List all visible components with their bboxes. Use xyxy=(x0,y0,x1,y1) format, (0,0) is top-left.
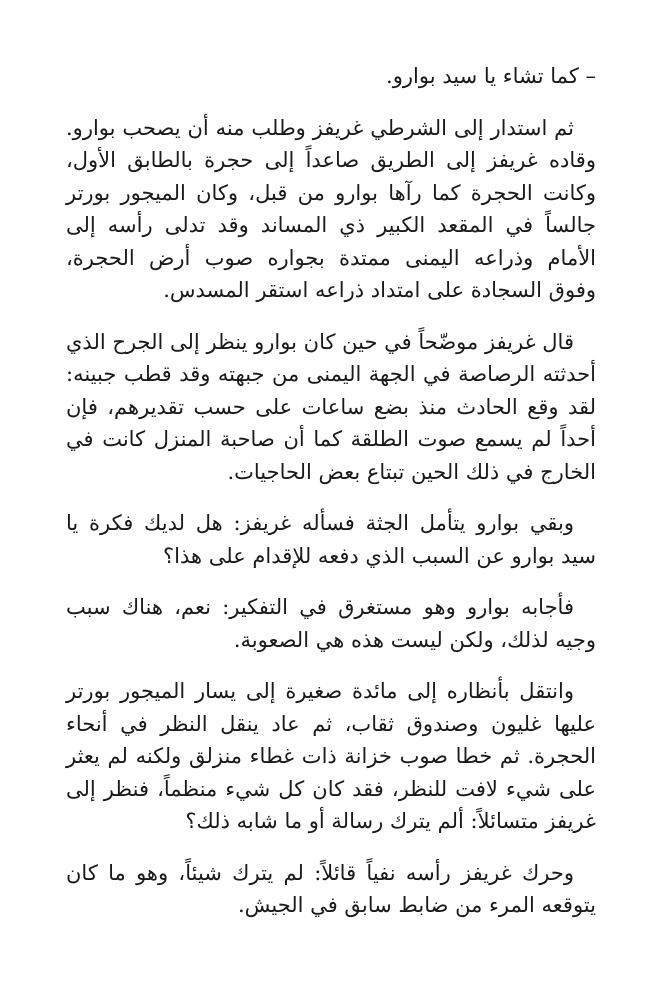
paragraph-6: وانتقل بأنظاره إلى مائدة صغيرة إلى يسار الميجور بورتر عليها غليون وصندوق ثقاب، ثم عاد ينقل النظر في أنحاء الحجرة. ثم خطا صوب خزانة ذات غطاء منزلق ولكنه لم يعثر على شيء لافت للنظر، فقد كان كل شيء منظماً، فنظر إلى غريفز متسائلاً: ألم يترك رسالة أو ما شابه ذلك؟ xyxy=(66,679,596,833)
paragraph-1: – كما تشاء يا سيد بوارو. xyxy=(386,64,596,88)
paragraph-3: قال غريفز موضّحاً في حين كان بوارو ينظر إلى الجرح الذي أحدثته الرصاصة في الجهة اليمنى من جبهته وقد قطب جبينه: لقد وقع الحادث منذ بضع ساعات على حسب تقديرهم، فإن أحداً لم يسمع صوت الطلقة كما أن صاحبة المنزل كانت في الخارج في ذلك الحين تبتاع بعض الحاجيات. xyxy=(66,329,596,484)
paragraph-7: وحرك غريفز رأسه نفياً قائلاً: لم يترك شيئاً، وهو ما كان يتوقعه المرء من ضابط سابق في الجيش. xyxy=(66,860,596,917)
paragraph-2: ثم استدار إلى الشرطي غريفز وطلب منه أن يصحب بوارو. وقاده غريفز إلى الطريق صاعداً إلى حجرة بالطابق الأول، وكانت الحجرة كما رآها بوارو من قبل، وكان الميجور بورتر جالساً في المقعد الكبير ذي المساند وقد تدلى رأسه إلى الأمام وذراعه اليمنى ممتدة بجواره صوب أرض الحجرة، وفوق السجادة على امتداد ذراعه استقر المسدس. xyxy=(66,115,596,302)
paragraph-4: وبقي بوارو يتأمل الجثة فسأله غريفز: هل لديك فكرة يا سيد بوارو عن السبب الذي دفعه للإقدام على هذا؟ xyxy=(66,511,596,568)
paragraph-5: فأجابه بوارو وهو مستغرق في التفكير: نعم، هناك سبب وجيه لذلك، ولكن ليست هذه هي الصعوبة. xyxy=(66,595,596,652)
page-text xyxy=(66,60,596,922)
